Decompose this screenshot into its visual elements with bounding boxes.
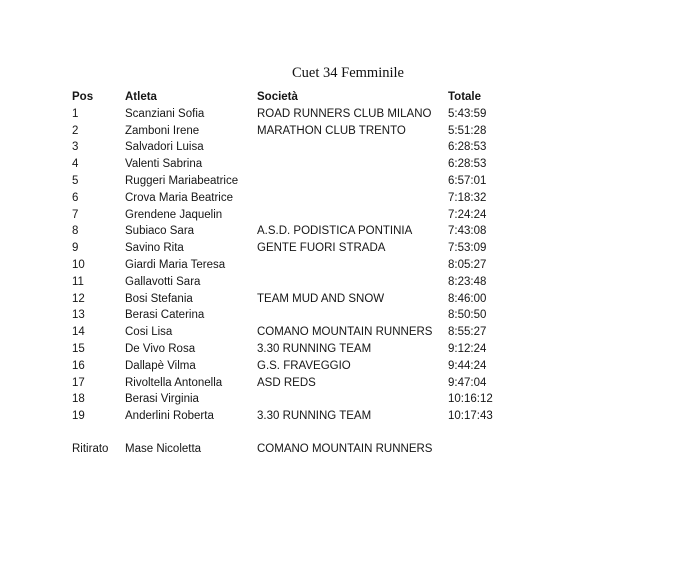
cell-athlete: Valenti Sabrina [125,158,203,171]
cell-athlete: Savino Rita [125,242,184,255]
cell-total: 9:47:04 [448,376,487,389]
table-row [72,106,632,123]
cell-athlete: Anderlini Roberta [125,410,214,423]
table-row [72,324,632,341]
cell-athlete: Dallapè Vilma [125,359,196,372]
cell-athlete: Salvadori Luisa [125,141,204,154]
cell-pos: 12 [72,292,85,305]
cell-pos: 7 [72,208,79,221]
cell-pos: 16 [72,359,85,372]
cell-team: A.S.D. PODISTICA PONTINIA [257,225,413,238]
cell-total: 5:51:28 [448,124,487,137]
cell-total: 10:17:43 [448,410,493,423]
cell-team [257,139,448,156]
cell-team [257,391,448,408]
cell-athlete: De Vivo Rosa [125,342,196,355]
cell-pos: 18 [72,393,85,406]
cell-total: 8:05:27 [448,258,487,271]
results-rows [72,106,632,425]
header-total: Totale [448,91,482,103]
cell-team [257,307,448,324]
cell-team: MARATHON CLUB TRENTO [257,124,406,137]
header-athlete: Atleta [125,91,157,103]
table-row [72,358,632,375]
table-row [72,307,632,324]
cell-total: 7:53:09 [448,242,487,255]
table-row [72,240,632,257]
table-row [72,408,632,425]
cell-pos: 4 [72,158,79,171]
table-row [72,391,632,408]
cell-team: TEAM MUD AND SNOW [257,292,385,305]
cell-total: 8:23:48 [448,275,487,288]
cell-total [448,441,632,458]
table-row [72,341,632,358]
table-row [72,375,632,392]
cell-total: 9:44:24 [448,359,487,372]
cell-pos: Ritirato [72,442,109,455]
cell-total: 8:50:50 [448,309,487,322]
cell-pos: 19 [72,410,85,423]
table-row [72,257,632,274]
cell-total: 8:55:27 [448,326,487,339]
table-row [72,207,632,224]
cell-pos: 5 [72,174,79,187]
table-row [72,223,632,240]
table-row [72,291,632,308]
cell-total: 8:46:00 [448,292,487,305]
cell-total: 6:28:53 [448,141,487,154]
cell-team: G.S. FRAVEGGIO [257,359,351,372]
cell-team: 3.30 RUNNING TEAM [257,410,372,423]
header-pos: Pos [72,91,94,103]
cell-pos: 1 [72,107,79,120]
cell-team: 3.30 RUNNING TEAM [257,342,372,355]
page-title: Cuet 34 Femminile [292,65,404,81]
cell-pos: 2 [72,124,79,137]
cell-team: ROAD RUNNERS CLUB MILANO [257,107,432,120]
cell-pos: 10 [72,258,85,271]
cell-team [257,190,448,207]
cell-pos: 13 [72,309,85,322]
cell-athlete: Zamboni Irene [125,124,200,137]
table-row [72,274,632,291]
cell-athlete: Grendene Jaquelin [125,208,223,221]
table-header [72,89,632,106]
cell-team [257,156,448,173]
cell-team [257,274,448,291]
cell-team: ASD REDS [257,376,316,389]
cell-total: 9:12:24 [448,342,487,355]
cell-athlete: Gallavotti Sara [125,275,201,288]
table-row [72,123,632,140]
results-table [72,89,632,458]
header-team: Società [257,91,298,103]
table-row [72,173,632,190]
cell-total: 10:16:12 [448,393,493,406]
cell-team [257,207,448,224]
cell-athlete: Subiaco Sara [125,225,195,238]
cell-team: COMANO MOUNTAIN RUNNERS [257,442,433,455]
cell-team [257,257,448,274]
cell-team: COMANO MOUNTAIN RUNNERS [257,326,433,339]
cell-pos: 6 [72,191,79,204]
cell-athlete: Berasi Virginia [125,393,199,406]
cell-athlete: Cosi Lisa [125,326,173,339]
cell-athlete: Giardi Maria Teresa [125,258,226,271]
cell-team: GENTE FUORI STRADA [257,242,386,255]
cell-total: 7:24:24 [448,208,487,221]
cell-athlete: Berasi Caterina [125,309,205,322]
cell-total: 6:28:53 [448,158,487,171]
cell-athlete: Mase Nicoletta [125,442,202,455]
cell-pos: 17 [72,376,85,389]
table-row [72,156,632,173]
cell-pos: 14 [72,326,85,339]
cell-athlete: Bosi Stefania [125,292,193,305]
cell-total: 7:18:32 [448,191,487,204]
cell-pos: 11 [72,275,84,288]
cell-total: 6:57:01 [448,174,487,187]
cell-athlete: Ruggeri Mariabeatrice [125,174,239,187]
cell-pos: 3 [72,141,79,154]
table-row [72,190,632,207]
cell-athlete: Scanziani Sofia [125,107,205,120]
cell-team [257,173,448,190]
cell-pos: 9 [72,242,79,255]
cell-total: 5:43:59 [448,107,487,120]
cell-total: 7:43:08 [448,225,487,238]
table-row [72,139,632,156]
cell-athlete: Crova Maria Beatrice [125,191,234,204]
retired-row [72,441,632,458]
cell-athlete: Rivoltella Antonella [125,376,223,389]
cell-pos: 15 [72,342,85,355]
cell-pos: 8 [72,225,79,238]
